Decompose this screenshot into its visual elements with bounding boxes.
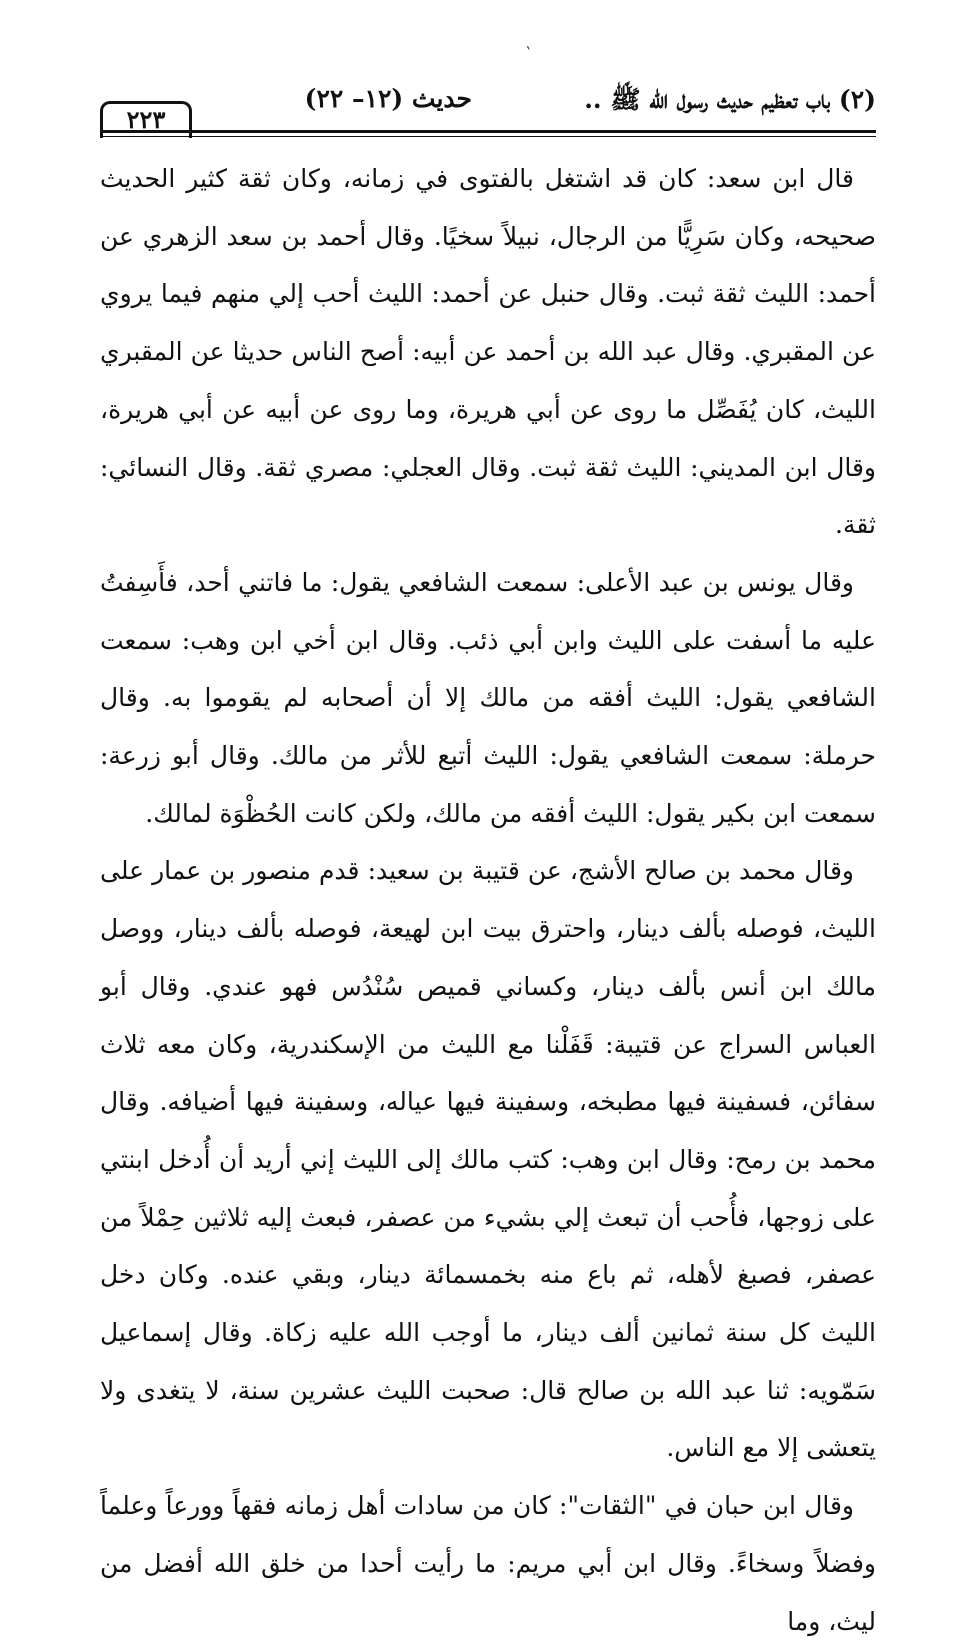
chapter-title: (٢) باب تعظيم حديث رسول الله ﷺ ..	[584, 85, 876, 114]
paragraph-2: وقال يونس بن عبد الأعلى: سمعت الشافعي يقول: ما فاتني أحد، فأَسِفتُ عليه ما أسفت على الليث وابن أبي ذئب. وقال ابن أخي ابن وهب: سمعت الشافعي يقول: الليث أفقه من مالك إلا أن أصحابه لم يقوموا به. وقال حرملة: سمعت الشافعي يقول: الليث أتبع للأثر من مالك. وقال أبو زرعة: سمعت ابن بكير يقول: الليث أفقه من مالك، ولكن كانت الحُظْوَة لمالك.	[100, 567, 876, 828]
scan-mark: ˎ	[524, 29, 538, 52]
paragraph-4: وقال ابن حبان في "الثقات": كان من سادات أهل زمانه فقهاً وورعاً وعلماً وفضلاً وسخاءً. وقال ابن أبي مريم: ما رأيت أحدا من خلق الله أفضل من ليث، وما	[100, 1491, 876, 1636]
header-rule	[100, 130, 876, 133]
header-rule-thin	[100, 136, 876, 137]
body-text	[100, 150, 876, 1650]
paragraph-1: قال ابن سعد: كان قد اشتغل بالفتوى في زمانه، وكان ثقة كثير الحديث صحيحه، وكان سَرِيًّا من الرجال، نبيلاً سخيًا. وقال أحمد بن سعد الزهري عن أحمد: الليث ثقة ثبت. وقال حنبل عن أحمد: الليث أحب إلي منهم فيما يروي عن المقبري. وقال عبد الله بن أحمد عن أبيه: أصح الناس حديثا عن المقبري الليث، كان يُفَصِّل ما روى عن أبي هريرة، وما روى عن أبيه عن أبي هريرة، وقال ابن المديني: الليث ثقة ثبت. وقال العجلي: مصري ثقة. وقال النسائي: ثقة.	[100, 164, 876, 540]
page-number: ٢٢٣	[100, 101, 192, 138]
paragraph-3: وقال محمد بن صالح الأشج، عن قتيبة بن سعيد: قدم منصور بن عمار على الليث، فوصله بألف دينار، واحترق بيت ابن لهيعة، فوصله بألف دينار، ووصل مالك ابن أنس بألف دينار، وكساني قميص سُنْدُس فهو عندي. وقال أبو العباس السراج عن قتيبة: قَفَلْنا مع الليث من الإسكندرية، وكان معه ثلاث سفائن، فسفينة فيها مطبخه، وسفينة فيها عياله، وسفينة فيها أضيافه. وقال محمد بن رمح: وقال ابن وهب: كتب مالك إلى الليث إني أريد أن أُدخل ابنتي على زوجها، فأُحب أن تبعث إلي بشيء من عصفر، فبعث إليه ثلاثين حِمْلاً من عصفر، فصبغ لأهله، ثم باع منه بخمسمائة دينار، وبقي عنده. وكان دخل الليث كل سنة ثمانين ألف دينار، ما أوجب الله عليه زكاة. وقال إسماعيل سَمّويه: ثنا عبد الله بن صالح قال: صحبت الليث عشرين سنة، لا يتغدى ولا يتعشى إلا مع الناس.	[100, 856, 876, 1463]
page-header	[100, 84, 876, 128]
hadith-range: حديث (١٢– ٢٢)	[304, 84, 472, 113]
